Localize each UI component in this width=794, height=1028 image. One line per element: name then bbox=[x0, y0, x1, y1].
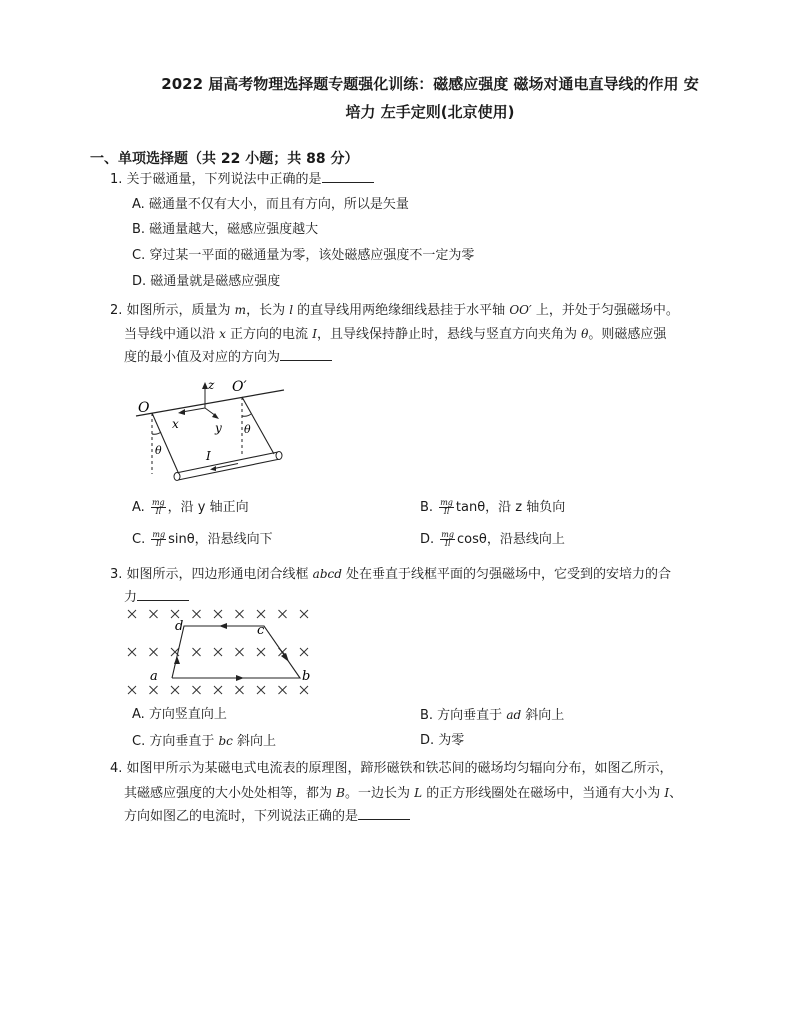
q2-text: ，长为 bbox=[246, 303, 290, 318]
field-cross-mark bbox=[236, 648, 244, 656]
var-x: x bbox=[219, 327, 226, 341]
label-x: x bbox=[172, 417, 179, 431]
q1-stem-text: 1. 关于磁通量，下列说法中正确的是 bbox=[110, 172, 322, 187]
q4-text: 的正方形线圈处在磁场中，当通有大小为 bbox=[422, 786, 665, 801]
field-cross-mark bbox=[257, 648, 265, 656]
q1-option-a: A. 磁通量不仅有大小，而且有方向，所以是矢量 bbox=[132, 197, 409, 212]
label-theta-left: θ bbox=[155, 444, 162, 457]
option-label: A. bbox=[132, 500, 145, 515]
q2-wire-figure bbox=[126, 372, 296, 490]
fraction-numerator: mg bbox=[440, 498, 453, 507]
question-1-stem bbox=[110, 168, 374, 192]
answer-blank bbox=[358, 805, 410, 820]
field-cross-mark bbox=[150, 610, 158, 618]
q2-text: 度的最小值及对应的方向为 bbox=[124, 350, 281, 365]
q4-text: 其磁感应强度的大小处处相等，都为 bbox=[124, 786, 337, 801]
field-cross-mark bbox=[193, 648, 201, 656]
option-label: B. bbox=[420, 500, 434, 515]
field-cross-mark bbox=[300, 648, 308, 656]
field-cross-mark bbox=[257, 686, 265, 694]
option-text: 斜向上 bbox=[521, 708, 565, 723]
q3-loop-figure bbox=[126, 606, 320, 698]
field-cross-mark bbox=[128, 648, 136, 656]
field-cross-mark bbox=[128, 610, 136, 618]
option-text: C. 方向垂直于 bbox=[132, 734, 219, 749]
fraction-numerator: mg bbox=[441, 530, 455, 539]
question-2-line-2 bbox=[124, 322, 666, 347]
q3-text: 力 bbox=[124, 590, 138, 605]
fraction bbox=[440, 531, 455, 548]
var-i: I bbox=[664, 786, 670, 800]
option-text: tanθ，沿 z 轴负向 bbox=[455, 500, 566, 515]
fraction-denominator: Il bbox=[443, 507, 450, 516]
var-l: L bbox=[414, 786, 423, 800]
q2-text: 当导线中通以沿 bbox=[124, 327, 220, 342]
field-cross-mark bbox=[236, 610, 244, 618]
label-y: y bbox=[215, 421, 222, 435]
q2-text: ，且导线保持静止时，悬线与竖直方向夹角为 bbox=[316, 327, 582, 342]
var-ad: ad bbox=[506, 708, 522, 722]
field-cross-mark bbox=[300, 686, 308, 694]
label-current: I bbox=[206, 449, 211, 463]
label-d: d bbox=[175, 619, 184, 634]
fraction-denominator: Il bbox=[155, 507, 162, 516]
q2-text: 正方向的电流 bbox=[225, 327, 313, 342]
field-cross-mark bbox=[193, 610, 201, 618]
q2-option-a bbox=[132, 498, 249, 518]
var-m: m bbox=[234, 303, 247, 317]
q4-text: 、 bbox=[669, 786, 683, 801]
q2-option-d bbox=[420, 530, 565, 550]
q3-option-a: A. 方向竖直向上 bbox=[132, 707, 227, 722]
q2-option-c bbox=[132, 530, 273, 550]
section-header: 一、单项选择题（共 22 小题；共 88 分） bbox=[90, 151, 359, 167]
field-cross-mark bbox=[193, 686, 201, 694]
answer-blank bbox=[322, 168, 374, 183]
option-label: D. bbox=[420, 532, 435, 547]
q1-option-b: B. 磁通量越大，磁感应强度越大 bbox=[132, 222, 319, 237]
field-cross-mark bbox=[171, 610, 179, 618]
field-cross-mark bbox=[214, 610, 222, 618]
question-3-line-1 bbox=[110, 562, 671, 587]
fraction-denominator: Il bbox=[444, 539, 451, 548]
q2-text: 。则磁感应强 bbox=[588, 327, 667, 342]
label-z: z bbox=[208, 378, 215, 392]
q3-option-b bbox=[420, 705, 564, 726]
field-cross-mark bbox=[150, 648, 158, 656]
label-o: O bbox=[138, 400, 150, 416]
field-cross-mark bbox=[300, 610, 308, 618]
title-line-2: 培力 左手定则(北京使用) bbox=[345, 103, 515, 121]
angle-arc-right bbox=[242, 414, 251, 416]
field-cross-mark bbox=[150, 686, 158, 694]
question-4-line-2 bbox=[124, 781, 682, 806]
field-cross-mark bbox=[171, 686, 179, 694]
current-loop bbox=[172, 623, 300, 681]
field-cross-mark bbox=[257, 610, 265, 618]
q3-option-c bbox=[132, 731, 276, 752]
option-text: B. 方向垂直于 bbox=[420, 708, 507, 723]
fraction-denominator: Il bbox=[155, 539, 162, 548]
fraction bbox=[439, 499, 454, 516]
q3-text: 3. 如图所示，四边形通电闭合线框 bbox=[110, 567, 313, 582]
question-4-line-1: 4. 如图甲所示为某磁电式电流表的原理图，蹄形磁铁和铁芯间的磁场均匀辐向分布，如图乙所示， bbox=[110, 761, 673, 776]
page-title bbox=[140, 70, 720, 126]
field-cross-mark bbox=[279, 610, 287, 618]
title-line-1: 2022 届高考物理选择题专题强化训练：磁感应强度 磁场对通电直导线的作用 安 bbox=[161, 75, 699, 93]
q4-text: 。一边长为 bbox=[344, 786, 415, 801]
var-b: B bbox=[336, 786, 345, 800]
q2-option-b bbox=[420, 498, 565, 518]
var-theta: θ bbox=[581, 327, 589, 341]
q2-text: 的直导线用两绝缘细线悬挂于水平轴 bbox=[293, 303, 510, 318]
q1-option-c: C. 穿过某一平面的磁通量为零，该处磁感应强度不一定为零 bbox=[132, 248, 475, 263]
label-b: b bbox=[302, 669, 311, 684]
conductor-rod bbox=[174, 452, 282, 481]
question-2-line-3 bbox=[124, 346, 332, 370]
field-cross-mark bbox=[279, 686, 287, 694]
option-label: C. bbox=[132, 532, 146, 547]
q2-text: 上，并处于匀强磁场中。 bbox=[531, 303, 679, 318]
label-a: a bbox=[150, 669, 158, 684]
question-4-line-3 bbox=[124, 805, 410, 829]
answer-blank bbox=[137, 586, 189, 601]
q3-text: 处在垂直于线框平面的匀强磁场中，它受到的安培力的合 bbox=[341, 567, 672, 582]
question-2-line-1 bbox=[110, 298, 679, 323]
field-cross-mark bbox=[236, 686, 244, 694]
q4-text: 方向如图乙的电流时，下列说法正确的是 bbox=[124, 809, 359, 824]
fraction-numerator: mg bbox=[152, 530, 166, 539]
var-l: l bbox=[289, 303, 294, 317]
option-text: cosθ，沿悬线向上 bbox=[457, 532, 565, 547]
field-cross-mark bbox=[214, 686, 222, 694]
fraction bbox=[151, 531, 166, 548]
fraction bbox=[151, 499, 166, 516]
q1-option-d: D. 磁通量就是磁感应强度 bbox=[132, 274, 281, 289]
var-oo: OO′ bbox=[509, 303, 532, 317]
var-i: I bbox=[312, 327, 317, 341]
option-text: 斜向上 bbox=[232, 734, 277, 749]
q2-text: 2. 如图所示，质量为 bbox=[110, 303, 235, 318]
fraction-numerator: mg bbox=[151, 498, 165, 507]
q3-option-d: D. 为零 bbox=[420, 733, 465, 748]
var-abcd: abcd bbox=[312, 567, 342, 581]
option-text: ，沿 y 轴正向 bbox=[167, 500, 249, 515]
label-o-prime: O′ bbox=[232, 379, 247, 395]
answer-blank bbox=[280, 346, 332, 361]
label-theta-right: θ bbox=[244, 423, 251, 436]
var-bc: bc bbox=[218, 734, 233, 748]
field-cross-mark bbox=[214, 648, 222, 656]
option-text: sinθ，沿悬线向下 bbox=[168, 532, 273, 547]
label-c: c bbox=[257, 623, 265, 638]
field-cross-mark bbox=[128, 686, 136, 694]
angle-arc-left bbox=[152, 432, 161, 434]
